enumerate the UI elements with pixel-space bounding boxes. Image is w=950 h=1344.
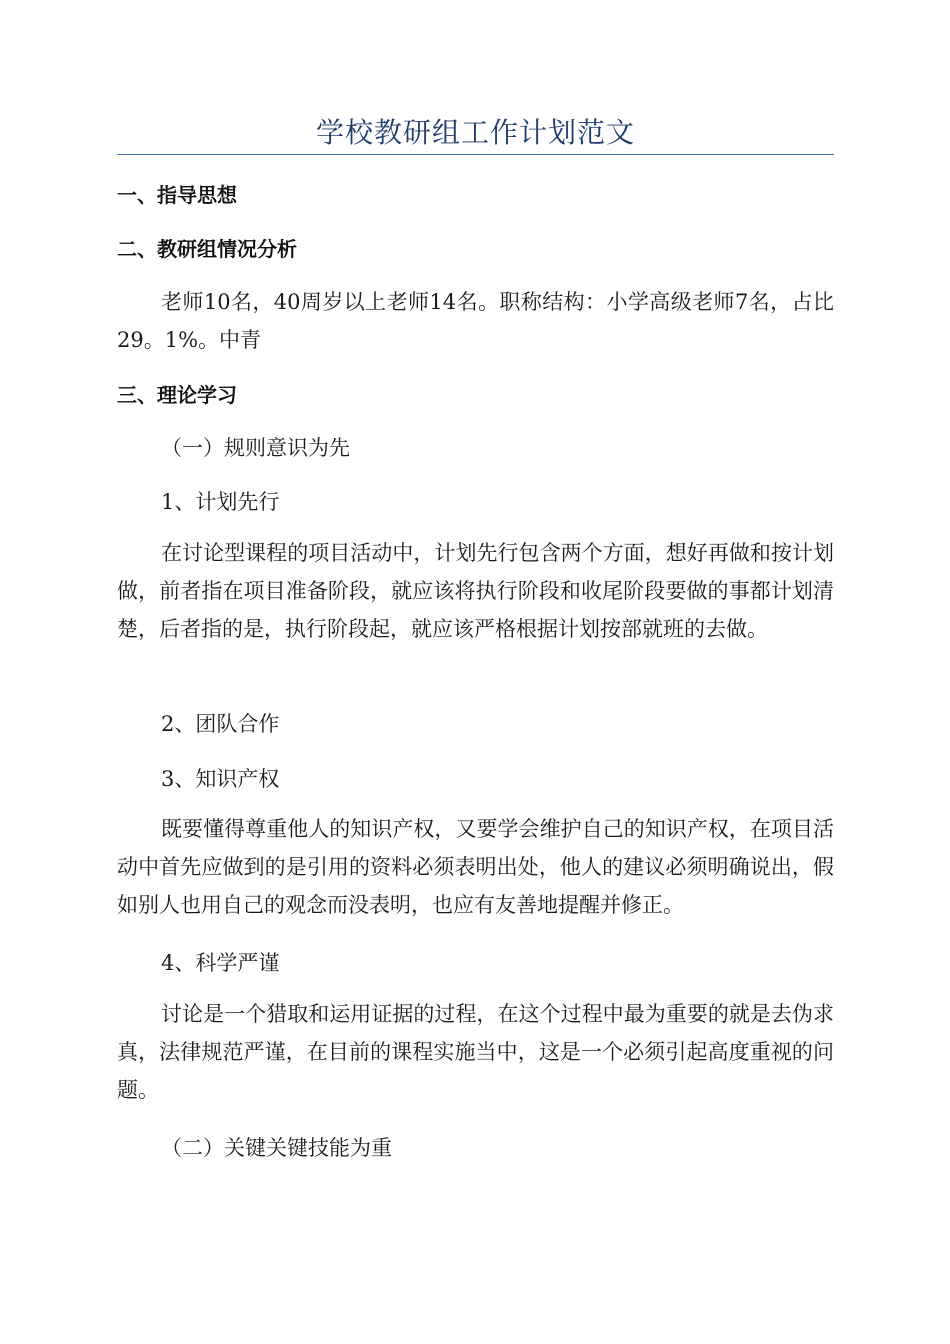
paragraph-plan-first: 在讨论型课程的项目活动中，计划先行包含两个方面，想好再做和按计划做，前者指在项目准备阶段，就应该将执行阶段和收尾阶段要做的事都计划清楚，后者指的是，执行阶段起，就应该严格根据计划按部就班的去做。: [117, 541, 834, 641]
title-underline: [117, 154, 834, 155]
item-heading-scientific-rigor: 4、科学严谨: [161, 951, 280, 975]
item-heading-teamwork: 2、团队合作: [161, 712, 280, 736]
document-title: 学校教研组工作计划范文: [315, 116, 635, 149]
item-heading-plan-first: 1、计划先行: [161, 490, 280, 514]
paragraph-scientific-rigor: 讨论是一个猎取和运用证据的过程，在这个过程中最为重要的就是去伪求真，法律规范严谨，在目前的课程实施当中，这是一个必须引起高度重视的问题。: [117, 1002, 834, 1102]
section-heading-theory-study: 三、理论学习: [117, 383, 237, 407]
paragraph-intellectual-property: 既要懂得尊重他人的知识产权，又要学会维护自己的知识产权，在项目活动中首先应做到的是引用的资料必须表明出处，他人的建议必须明确说出，假如别人也用自己的观念而没表明，也应有友善地提醒并修正。: [117, 817, 834, 917]
item-heading-intellectual-property: 3、知识产权: [161, 767, 280, 791]
section-heading-guiding-ideology: 一、指导思想: [117, 183, 237, 207]
paragraph-group-analysis: 老师10名，40周岁以上老师14名。职称结构：小学高级老师7名，占比29。1%。中青: [117, 290, 834, 352]
subsection-heading-key-skills: （二）关键关键技能为重: [161, 1136, 392, 1160]
section-heading-group-analysis: 二、教研组情况分析: [117, 237, 297, 261]
subsection-heading-rules-first: （一）规则意识为先: [161, 436, 350, 460]
